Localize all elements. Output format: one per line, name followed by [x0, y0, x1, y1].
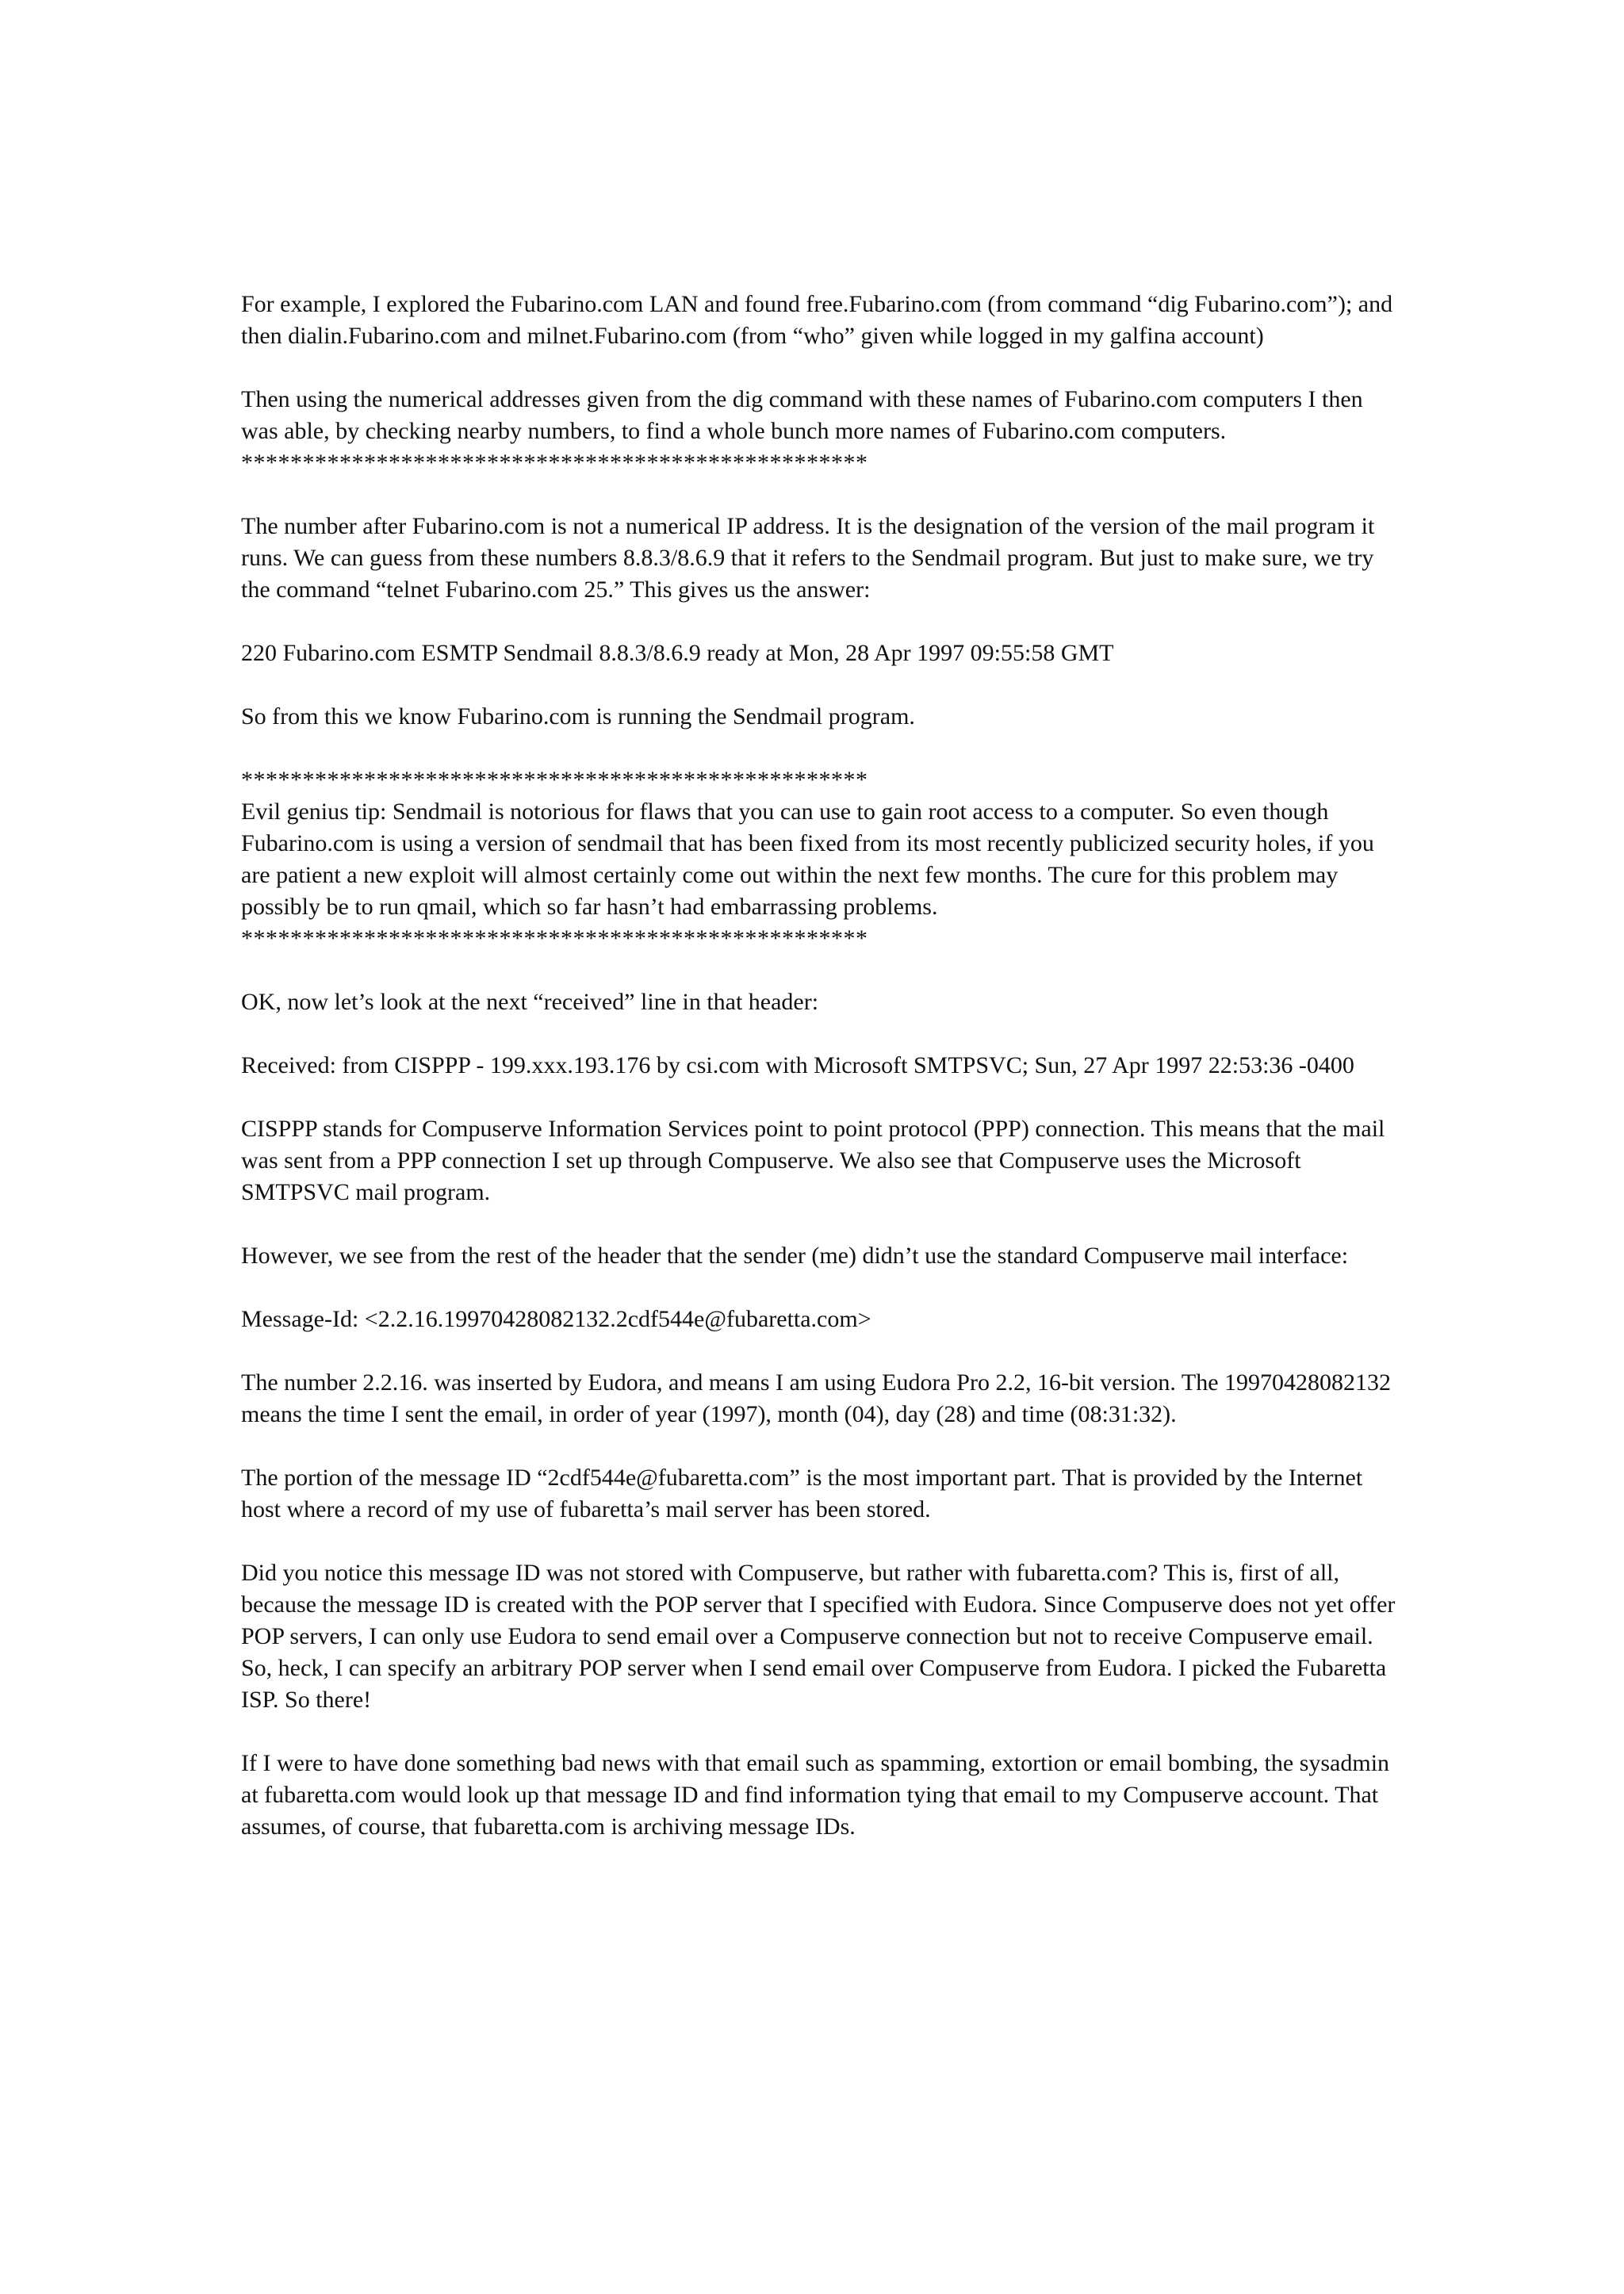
paragraph-evil-genius-tip: Evil genius tip: Sendmail is notorious for flaws that you can use to gain root access to a computer. So even though Fubarino.com is using a version of sendmail that has been fixed from its most recently publicized security holes, if you are patient a new exploit will almost certainly come out within the next few months. The cure for this problem may possibly be to run qmail, which so far hasn’t had embarrassing problems.	[241, 798, 1381, 920]
paragraph-cisppp: CISPPP stands for Compuserve Information Services point to point protocol (PPP) connection. This means that the mail was sent from a PPP connection I set up through Compuserve. We also see that Compuserve uses the Microsoft SMTPSVC mail program.	[241, 1116, 1391, 1205]
paragraph-message-id: Message-Id: <2.2.16.19970428082132.2cdf544e@fubaretta.com>	[241, 1306, 871, 1332]
paragraph-header-interface: However, we see from the rest of the header that the sender (me) didn’t use the standard Compuserve mail interface:	[241, 1243, 1349, 1269]
paragraph-received-intro: OK, now let’s look at the next “received” line in that header:	[241, 989, 819, 1015]
paragraph-numerical-addresses: Then using the numerical addresses given from the dig command with these names of Fubarino.com computers I then was able, by checking nearby numbers, to find a whole bunch more names of Fubarino.com computers.	[241, 386, 1369, 444]
document-page	[241, 289, 1399, 1875]
paragraph-telnet-answer: 220 Fubarino.com ESMTP Sendmail 8.8.3/8.6.9 ready at Mon, 28 Apr 1997 09:55:58 GMT	[241, 640, 1114, 666]
paragraph-sendmail-conclusion: So from this we know Fubarino.com is running the Sendmail program.	[241, 703, 915, 730]
paragraph-message-id-portion: The portion of the message ID “2cdf544e@fubaretta.com” is the most important part. That is provided by the Internet host where a record of my use of fubaretta’s mail server has been stored.	[241, 1465, 1369, 1522]
paragraph-lan-exploration: For example, I explored the Fubarino.com LAN and found free.Fubarino.com (from command “dig Fubarino.com”); and then dialin.Fubarino.com and milnet.Fubarino.com (from “who” given while logged in my galfina account)	[241, 291, 1399, 349]
asterisk-divider: ***************************************************	[241, 767, 868, 793]
asterisk-divider: ***************************************************	[241, 925, 868, 952]
asterisk-divider: ***************************************************	[241, 450, 868, 476]
paragraph-mail-version: The number after Fubarino.com is not a numerical IP address. It is the designation of the version of the mail program it runs. We can guess from these numbers 8.8.3/8.6.9 that it refers to the Sendmail program. But just to make sure, we try the command “telnet Fubarino.com 25.” This gives us the answer:	[241, 513, 1381, 603]
paragraph-sysadmin: If I were to have done something bad news with that email such as spamming, extortion or email bombing, the sysadmin at fubaretta.com would look up that message ID and find information tying that email to my Compuserve account. That assumes, of course, that fubaretta.com is archiving message IDs.	[241, 1750, 1396, 1840]
paragraph-pop-server: Did you notice this message ID was not stored with Compuserve, but rather with fubaretta.com? This is, first of all, because the message ID is created with the POP server that I specified with Eudora. Since Compuserve does not yet offer POP servers, I can only use Eudora to send email over a Compuserve connection but not to receive Compuserve email. So, heck, I can specify an arbitrary POP server when I send email over Compuserve from Eudora. I picked the Fubaretta ISP. So there!	[241, 1560, 1401, 1713]
paragraph-received-line: Received: from CISPPP - 199.xxx.193.176 by csi.com with Microsoft SMTPSVC; Sun, 27 Apr 1997 22:53:36 -0400	[241, 1052, 1354, 1078]
paragraph-eudora-number: The number 2.2.16. was inserted by Eudora, and means I am using Eudora Pro 2.2, 16-bit version. The 19970428082132 means the time I sent the email, in order of year (1997), month (04), day (28) and time (08:31:32).	[241, 1369, 1397, 1427]
